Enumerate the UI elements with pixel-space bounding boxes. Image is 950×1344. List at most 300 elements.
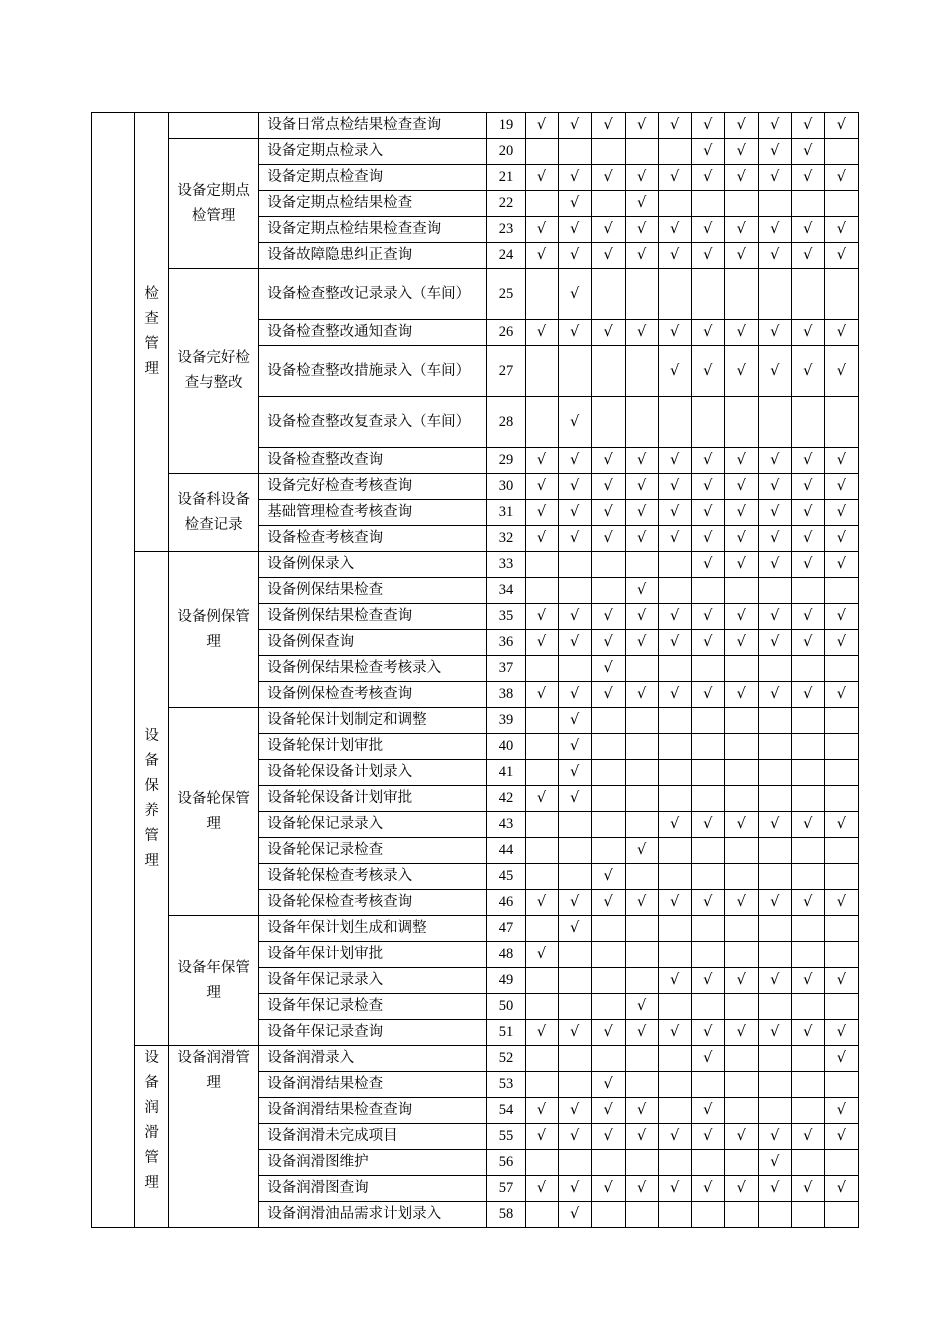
permission-cell (658, 942, 691, 968)
permission-matrix-table (91, 112, 859, 1228)
permission-cell (791, 1124, 824, 1150)
permission-cell (758, 578, 791, 604)
permission-cell (691, 1202, 724, 1228)
function-name: 设备例保结果检查查询 (259, 604, 487, 630)
function-name: 设备检查整改查询 (259, 448, 487, 474)
check-mark: √ (836, 117, 847, 133)
check-mark: √ (770, 117, 780, 133)
check-mark: √ (569, 1180, 580, 1196)
permission-cell (658, 812, 691, 838)
table-row (92, 552, 859, 578)
permission-cell (724, 760, 758, 786)
check-mark: √ (703, 478, 713, 494)
function-name: 设备故障隐患纠正查询 (259, 243, 487, 269)
permission-cell (558, 734, 591, 760)
permission-cell (558, 191, 591, 217)
check-mark: √ (770, 1024, 780, 1040)
permission-cell (591, 191, 625, 217)
permission-cell (658, 526, 691, 552)
check-mark: √ (670, 972, 680, 988)
permission-cell (658, 890, 691, 916)
check-mark: √ (803, 530, 813, 546)
check-mark: √ (703, 452, 713, 468)
check-mark: √ (637, 195, 647, 211)
permission-cell (558, 630, 591, 656)
permission-cell (525, 397, 558, 448)
row-number: 35 (487, 604, 525, 630)
function-name: 设备检查整改记录录入（车间） (259, 269, 487, 320)
permission-cell (791, 656, 824, 682)
check-mark: √ (736, 362, 746, 379)
permission-cell (591, 760, 625, 786)
permission-cell (558, 656, 591, 682)
permission-cell (791, 1202, 824, 1228)
permission-cell (658, 1150, 691, 1176)
check-mark: √ (803, 452, 813, 468)
check-mark: √ (670, 324, 680, 340)
check-mark: √ (637, 169, 647, 185)
check-mark: √ (670, 816, 680, 832)
check-mark: √ (703, 1024, 713, 1040)
subgroup-label-cell (169, 474, 259, 552)
permission-cell (758, 448, 791, 474)
permission-cell (591, 397, 625, 448)
check-mark: √ (736, 556, 746, 572)
permission-cell (591, 812, 625, 838)
permission-cell (625, 864, 658, 890)
permission-cell (791, 320, 824, 346)
function-name: 设备润滑未完成项目 (259, 1124, 487, 1150)
group-label-cell (135, 552, 169, 1046)
permission-cell (758, 1072, 791, 1098)
check-mark: √ (836, 894, 847, 910)
function-name: 设备年保计划生成和调整 (259, 916, 487, 942)
check-mark: √ (736, 169, 746, 185)
check-mark: √ (803, 1128, 813, 1144)
permission-cell (658, 578, 691, 604)
permission-cell (591, 1202, 625, 1228)
permission-cell (525, 890, 558, 916)
permission-cell (791, 734, 824, 760)
permission-cell (658, 1072, 691, 1098)
check-mark: √ (836, 608, 847, 624)
permission-cell (591, 526, 625, 552)
permission-cell (525, 656, 558, 682)
check-mark: √ (536, 247, 547, 263)
function-name: 设备例保检查考核查询 (259, 682, 487, 708)
row-number: 25 (487, 269, 525, 320)
function-name: 设备润滑录入 (259, 1046, 487, 1072)
function-name: 设备检查整改措施录入（车间） (259, 346, 487, 397)
check-mark: √ (569, 324, 580, 340)
permission-cell (625, 630, 658, 656)
permission-cell (658, 552, 691, 578)
subgroup-label-cell (169, 552, 259, 708)
permission-cell (525, 1046, 558, 1072)
permission-cell (791, 448, 824, 474)
check-mark: √ (770, 608, 780, 624)
permission-cell (824, 994, 858, 1020)
row-number: 56 (487, 1150, 525, 1176)
check-mark: √ (670, 221, 680, 237)
row-number: 51 (487, 1020, 525, 1046)
check-mark: √ (569, 195, 580, 211)
permission-cell (724, 786, 758, 812)
check-mark: √ (703, 972, 713, 988)
check-mark: √ (703, 556, 713, 572)
permission-cell (525, 916, 558, 942)
check-mark: √ (536, 452, 547, 468)
check-mark: √ (670, 362, 680, 379)
permission-cell (758, 812, 791, 838)
permission-cell (758, 474, 791, 500)
function-name: 设备例保结果检查 (259, 578, 487, 604)
permission-cell (724, 838, 758, 864)
permission-cell (658, 1176, 691, 1202)
check-mark: √ (736, 972, 746, 988)
check-mark: √ (770, 894, 780, 910)
permission-cell (558, 786, 591, 812)
permission-cell (658, 630, 691, 656)
check-mark: √ (770, 972, 780, 988)
permission-cell (658, 968, 691, 994)
subgroup-label: 设备例保管理 (177, 608, 250, 650)
permission-cell (525, 968, 558, 994)
permission-cell (758, 682, 791, 708)
permission-cell (625, 682, 658, 708)
permission-cell (691, 890, 724, 916)
row-number: 43 (487, 812, 525, 838)
permission-cell (724, 916, 758, 942)
check-mark: √ (736, 1128, 746, 1144)
check-mark: √ (569, 920, 580, 936)
check-mark: √ (536, 221, 547, 237)
check-mark: √ (569, 504, 580, 520)
check-mark: √ (603, 221, 613, 237)
permission-cell (691, 243, 724, 269)
check-mark: √ (803, 1180, 813, 1196)
check-mark: √ (603, 169, 613, 185)
check-mark: √ (770, 504, 780, 520)
permission-cell (724, 243, 758, 269)
permission-cell (758, 968, 791, 994)
permission-cell (691, 838, 724, 864)
check-mark: √ (637, 1180, 647, 1196)
permission-cell (824, 526, 858, 552)
check-mark: √ (603, 894, 613, 910)
check-mark: √ (637, 686, 647, 702)
permission-cell (658, 864, 691, 890)
row-number: 47 (487, 916, 525, 942)
permission-cell (724, 1072, 758, 1098)
permission-cell (558, 812, 591, 838)
group-label: 设 备 保 养 管 理 (144, 727, 159, 869)
check-mark: √ (603, 324, 613, 340)
check-mark: √ (836, 556, 847, 572)
permission-cell (625, 1176, 658, 1202)
permission-cell (758, 734, 791, 760)
check-mark: √ (637, 1128, 647, 1144)
check-mark: √ (703, 894, 713, 910)
permission-cell (591, 448, 625, 474)
row-number: 49 (487, 968, 525, 994)
permission-cell (758, 346, 791, 397)
permission-cell (691, 1176, 724, 1202)
check-mark: √ (803, 362, 813, 379)
permission-cell (625, 243, 658, 269)
check-mark: √ (836, 1050, 847, 1066)
permission-cell (758, 786, 791, 812)
permission-cell (724, 474, 758, 500)
check-mark: √ (836, 530, 847, 546)
permission-cell (625, 942, 658, 968)
check-mark: √ (603, 868, 613, 884)
permission-cell (591, 500, 625, 526)
check-mark: √ (836, 324, 847, 340)
permission-cell (724, 1098, 758, 1124)
permission-cell (824, 968, 858, 994)
function-name: 设备轮保计划制定和调整 (259, 708, 487, 734)
permission-cell (791, 968, 824, 994)
permission-cell (724, 139, 758, 165)
permission-cell (691, 474, 724, 500)
permission-cell (824, 500, 858, 526)
check-mark: √ (703, 143, 713, 159)
subgroup-label: 设备完好检查与整改 (177, 350, 250, 391)
permission-cell (591, 217, 625, 243)
permission-cell (658, 474, 691, 500)
permission-cell (691, 604, 724, 630)
permission-cell (658, 1020, 691, 1046)
permission-cell (824, 243, 858, 269)
check-mark: √ (603, 478, 613, 494)
row-number: 44 (487, 838, 525, 864)
permission-cell (691, 448, 724, 474)
permission-cell (824, 916, 858, 942)
check-mark: √ (637, 998, 647, 1014)
permission-cell (625, 526, 658, 552)
row-number: 41 (487, 760, 525, 786)
check-mark: √ (536, 1128, 547, 1144)
function-name: 设备检查整改复查录入（车间） (259, 397, 487, 448)
permission-cell (824, 630, 858, 656)
permission-cell (525, 1072, 558, 1098)
permission-cell (625, 838, 658, 864)
check-mark: √ (736, 478, 746, 494)
permission-cell (525, 165, 558, 191)
permission-cell (691, 1046, 724, 1072)
permission-cell (724, 269, 758, 320)
check-mark: √ (770, 143, 780, 159)
permission-cell (591, 838, 625, 864)
permission-cell (625, 552, 658, 578)
subgroup-label: 设备年保管理 (177, 959, 250, 1001)
permission-cell (558, 604, 591, 630)
permission-cell (724, 1202, 758, 1228)
permission-cell (525, 708, 558, 734)
permission-cell (824, 838, 858, 864)
check-mark: √ (603, 452, 613, 468)
permission-cell (791, 578, 824, 604)
permission-cell (824, 1046, 858, 1072)
permission-cell (791, 526, 824, 552)
permission-cell (758, 191, 791, 217)
function-name: 设备润滑图维护 (259, 1150, 487, 1176)
permission-cell (525, 526, 558, 552)
permission-cell (625, 139, 658, 165)
check-mark: √ (803, 143, 813, 159)
row-number: 22 (487, 191, 525, 217)
check-mark: √ (803, 686, 813, 702)
check-mark: √ (770, 634, 780, 650)
function-name: 设备定期点检查询 (259, 165, 487, 191)
group-label: 设 备 润 滑 管 理 (144, 1050, 159, 1191)
permission-cell (791, 1020, 824, 1046)
check-mark: √ (603, 1180, 613, 1196)
permission-cell (691, 1098, 724, 1124)
permission-cell (758, 916, 791, 942)
check-mark: √ (703, 247, 713, 263)
permission-cell (591, 734, 625, 760)
check-mark: √ (803, 894, 813, 910)
permission-cell (591, 708, 625, 734)
check-mark: √ (770, 169, 780, 185)
check-mark: √ (836, 169, 847, 185)
check-mark: √ (670, 169, 680, 185)
check-mark: √ (569, 247, 580, 263)
check-mark: √ (603, 530, 613, 546)
permission-cell (558, 500, 591, 526)
row-number: 57 (487, 1176, 525, 1202)
permission-cell (625, 968, 658, 994)
function-name: 设备润滑结果检查 (259, 1072, 487, 1098)
subgroup-label: 设备润滑管理 (177, 1050, 250, 1091)
permission-cell (558, 397, 591, 448)
permission-cell (625, 448, 658, 474)
permission-cell (791, 1046, 824, 1072)
permission-cell (625, 1202, 658, 1228)
subgroup-label-cell (169, 139, 259, 269)
permission-cell (691, 320, 724, 346)
check-mark: √ (836, 972, 847, 988)
permission-cell (558, 165, 591, 191)
check-mark: √ (569, 712, 580, 728)
permission-cell (691, 760, 724, 786)
permission-cell (525, 113, 558, 139)
check-mark: √ (736, 530, 746, 546)
permission-cell (591, 604, 625, 630)
permission-cell (724, 708, 758, 734)
function-name: 设备例保结果检查考核录入 (259, 656, 487, 682)
row-number: 53 (487, 1072, 525, 1098)
check-mark: √ (803, 556, 813, 572)
permission-cell (558, 1150, 591, 1176)
outer-category-cell (92, 113, 135, 1228)
row-number: 48 (487, 942, 525, 968)
permission-cell (691, 864, 724, 890)
permission-cell (591, 552, 625, 578)
check-mark: √ (703, 1050, 713, 1066)
permission-cell (824, 113, 858, 139)
permission-cell (558, 1020, 591, 1046)
permission-cell (658, 448, 691, 474)
permission-cell (758, 500, 791, 526)
permission-cell (525, 578, 558, 604)
check-mark: √ (637, 117, 647, 133)
permission-cell (824, 864, 858, 890)
permission-cell (525, 682, 558, 708)
check-mark: √ (536, 634, 547, 650)
permission-cell (625, 165, 658, 191)
permission-cell (758, 1176, 791, 1202)
check-mark: √ (536, 504, 547, 520)
permission-cell (591, 630, 625, 656)
function-name: 设备检查考核查询 (259, 526, 487, 552)
permission-cell (758, 113, 791, 139)
check-mark: √ (803, 504, 813, 520)
permission-cell (625, 916, 658, 942)
permission-cell (558, 1098, 591, 1124)
permission-cell (558, 113, 591, 139)
check-mark: √ (703, 504, 713, 520)
permission-cell (791, 1098, 824, 1124)
permission-cell (691, 812, 724, 838)
row-number: 29 (487, 448, 525, 474)
permission-cell (758, 760, 791, 786)
permission-cell (824, 890, 858, 916)
row-number: 36 (487, 630, 525, 656)
check-mark: √ (736, 894, 746, 910)
permission-cell (558, 1176, 591, 1202)
check-mark: √ (770, 816, 780, 832)
permission-cell (658, 320, 691, 346)
permission-cell (791, 838, 824, 864)
permission-cell (724, 526, 758, 552)
table-row (92, 269, 859, 320)
permission-cell (691, 786, 724, 812)
function-name: 设备年保记录录入 (259, 968, 487, 994)
permission-cell (558, 994, 591, 1020)
check-mark: √ (569, 790, 580, 806)
permission-cell (558, 916, 591, 942)
permission-cell (625, 604, 658, 630)
function-name: 设备润滑图查询 (259, 1176, 487, 1202)
check-mark: √ (637, 504, 647, 520)
permission-cell (591, 1124, 625, 1150)
permission-cell (691, 1072, 724, 1098)
permission-cell (625, 994, 658, 1020)
permission-cell (558, 526, 591, 552)
check-mark: √ (637, 452, 647, 468)
check-mark: √ (803, 247, 813, 263)
row-number: 32 (487, 526, 525, 552)
permission-cell (758, 320, 791, 346)
permission-cell (724, 864, 758, 890)
permission-cell (758, 656, 791, 682)
permission-cell (724, 1176, 758, 1202)
permission-cell (525, 812, 558, 838)
row-number: 24 (487, 243, 525, 269)
permission-cell (558, 1124, 591, 1150)
function-name: 设备定期点检结果检查查询 (259, 217, 487, 243)
permission-cell (525, 448, 558, 474)
permission-cell (791, 397, 824, 448)
check-mark: √ (603, 1128, 613, 1144)
permission-cell (558, 448, 591, 474)
permission-cell (724, 578, 758, 604)
permission-cell (791, 1176, 824, 1202)
check-mark: √ (637, 634, 647, 650)
